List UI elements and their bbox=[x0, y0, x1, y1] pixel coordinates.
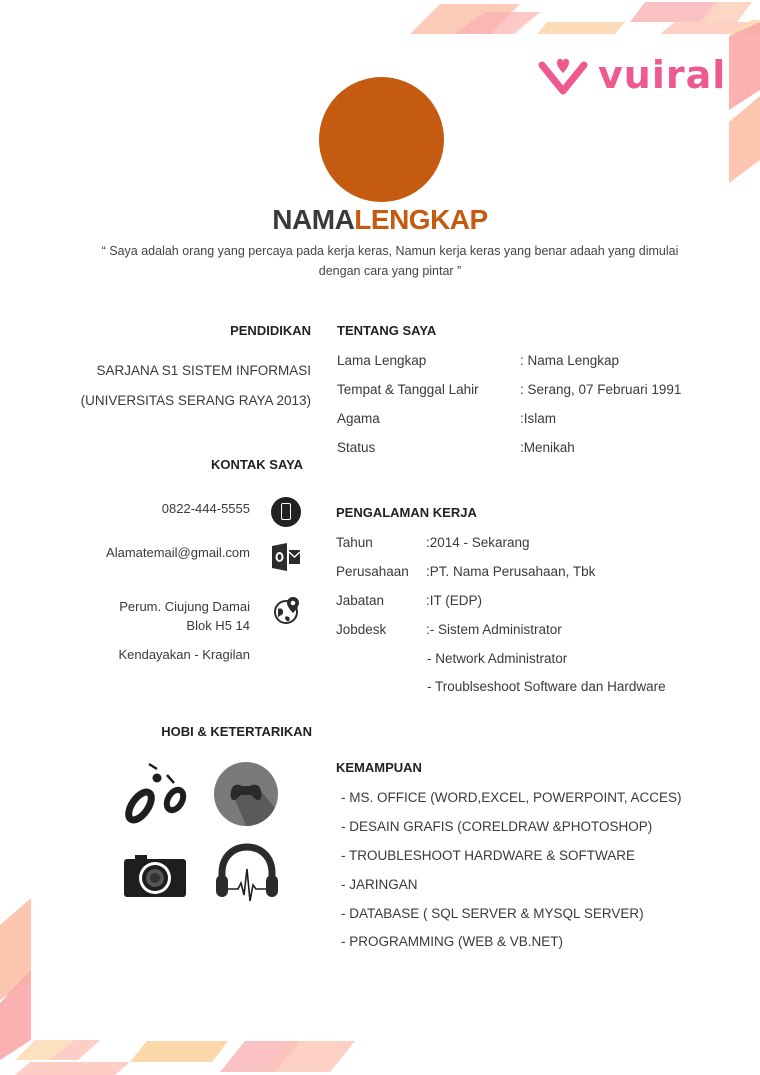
about-label: Status bbox=[337, 440, 376, 455]
name-part-2: LENGKAP bbox=[354, 204, 488, 235]
address-line-3: Kendayakan - Kragilan bbox=[118, 647, 250, 662]
about-value: : Nama Lengkap bbox=[520, 353, 620, 368]
experience-value: :2014 - Sekarang bbox=[426, 535, 530, 550]
experience-value: :- Sistem Administrator bbox=[426, 622, 562, 637]
experience-label: Perusahaan bbox=[336, 564, 409, 579]
heart-v-logo-icon bbox=[538, 55, 588, 95]
kemampuan-heading: KEMAMPUAN bbox=[336, 760, 422, 775]
about-label: Tempat & Tanggal Lahir bbox=[337, 382, 479, 397]
quote-line-1: “ Saya adalah orang yang percaya pada kerja keras, Namun kerja keras yang benar adaah yang dimulai bbox=[101, 244, 679, 258]
experience-value: :IT (EDP) bbox=[426, 593, 483, 608]
outlook-mail-icon bbox=[270, 542, 302, 572]
profile-photo-placeholder bbox=[319, 77, 444, 202]
logo-text: vuiral bbox=[598, 53, 727, 97]
skill-item: - PROGRAMMING (WEB & VB.NET) bbox=[341, 934, 564, 949]
gamepad-icon bbox=[213, 761, 279, 827]
education-degree: SARJANA S1 SISTEM INFORMASI bbox=[96, 363, 311, 378]
personal-quote bbox=[90, 241, 690, 281]
contact-phone: 0822-444-5555 bbox=[161, 501, 250, 516]
hobi-heading: HOBI & KETERTARIKAN bbox=[161, 724, 312, 739]
address-line-2: Blok H5 14 bbox=[186, 618, 250, 633]
full-name-heading bbox=[0, 204, 760, 236]
experience-label: Jobdesk bbox=[336, 622, 387, 637]
about-value: :Islam bbox=[520, 411, 557, 426]
headphones-icon bbox=[214, 843, 280, 903]
skill-item: - TROUBLESHOOT HARDWARE & SOFTWARE bbox=[341, 848, 636, 863]
camera-icon bbox=[123, 854, 187, 898]
about-label: Lama Lengkap bbox=[337, 353, 427, 368]
vuiral-logo bbox=[538, 55, 726, 95]
address-line-1: Perum. Ciujung Damai bbox=[119, 599, 250, 614]
experience-label: Tahun bbox=[336, 535, 373, 550]
quote-line-2: dengan cara yang pintar ” bbox=[318, 264, 462, 278]
cycling-icon bbox=[122, 762, 190, 824]
pengalaman-heading: PENGALAMAN KERJA bbox=[336, 505, 477, 520]
experience-label: Jabatan bbox=[336, 593, 385, 608]
phone-icon bbox=[271, 497, 301, 527]
about-value: :Menikah bbox=[520, 440, 575, 455]
skill-item: - MS. OFFICE (WORD,EXCEL, POWERPOINT, ACCES) bbox=[341, 790, 682, 805]
skill-item: - DESAIN GRAFIS (CORELDRAW &PHOTOSHOP) bbox=[341, 819, 653, 834]
education-university: (UNIVERSITAS SERANG RAYA 2013) bbox=[80, 393, 311, 408]
experience-value: :PT. Nama Perusahaan, Tbk bbox=[426, 564, 596, 579]
about-label: Agama bbox=[337, 411, 380, 426]
jobdesk-item: - Network Administrator bbox=[427, 651, 568, 666]
globe-location-icon bbox=[272, 595, 304, 627]
tentang-heading: TENTANG SAYA bbox=[337, 323, 437, 338]
jobdesk-item: - Troublseshoot Software dan Hardware bbox=[427, 679, 666, 694]
skill-item: - DATABASE ( SQL SERVER & MYSQL SERVER) bbox=[341, 906, 644, 921]
skill-item: - JARINGAN bbox=[341, 877, 418, 892]
name-part-1: NAMA bbox=[272, 204, 355, 235]
pendidikan-heading: PENDIDIKAN bbox=[230, 323, 311, 338]
about-value: : Serang, 07 Februari 1991 bbox=[520, 382, 682, 397]
contact-email: Alamatemail@gmail.com bbox=[106, 545, 250, 560]
kontak-heading: KONTAK SAYA bbox=[211, 457, 303, 472]
